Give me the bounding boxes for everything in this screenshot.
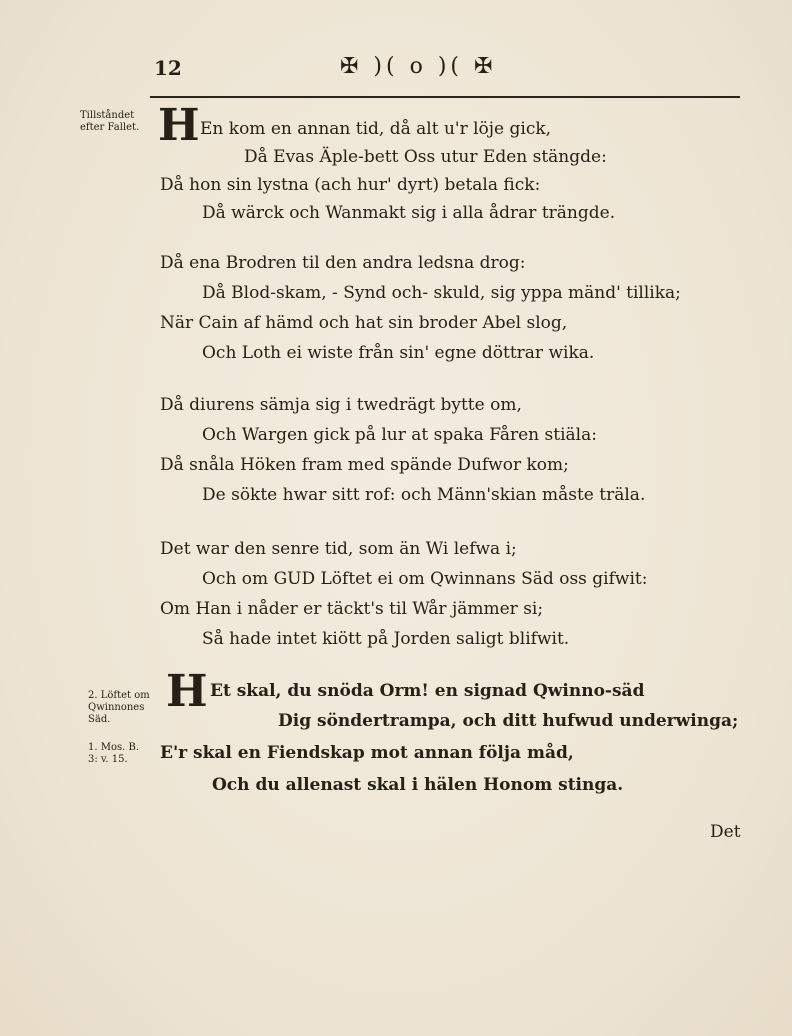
header-ornament: ✠ )( o )( ✠ [340, 54, 497, 79]
verse-line: Dig söndertrampa, och ditt hufwud underwinga; [278, 711, 739, 731]
margin-note-reference: 1. Mos. B. 3: v. 15. [88, 742, 139, 765]
catchword: Det [710, 822, 741, 842]
verse-line: Då snåla Höken fram med spände Dufwor kom; [160, 455, 569, 475]
verse-line: Om Han i nåder er täckt's til Wår jämmer si; [160, 599, 544, 619]
verse-line: Så hade intet kiött på Jorden saligt blifwit. [202, 629, 570, 649]
margin-note-loftet: 2. Löftet om Qwinnones Säd. [88, 690, 150, 725]
drop-cap: H [166, 666, 208, 717]
verse-line: Då Evas Äple-bett Oss utur Eden stängde: [244, 147, 607, 167]
verse-line: Och du allenast skal i hälen Honom stinga. [212, 775, 624, 795]
verse-line: När Cain af hämd och hat sin broder Abel slog, [160, 313, 568, 333]
verse-line: Och Loth ei wiste från sin' egne döttrar wika. [202, 343, 595, 363]
page-header [150, 56, 740, 96]
verse-line: En kom en annan tid, då alt u'r löje gick, [200, 119, 552, 139]
verse-line: Då ena Brodren til den andra ledsna drog: [160, 253, 526, 273]
verse-line: Det war den senre tid, som än Wi lefwa i; [160, 539, 517, 559]
verse-line: Då hon sin lystna (ach hur' dyrt) betala fick: [160, 175, 541, 195]
verse-line: Och om GUD Löftet ei om Qwinnans Säd oss gifwit: [202, 569, 648, 589]
verse-line: Då wärck och Wanmakt sig i alla ådrar trängde. [202, 203, 616, 223]
drop-cap: H [158, 100, 200, 151]
verse-line: De sökte hwar sitt rof: och Männ'skian måste träla. [202, 485, 646, 505]
margin-note-tillstandet: Tillståndet efter Fallet. [80, 110, 140, 133]
verse-line: Et skal, du snöda Orm! en signad Qwinno-säd [210, 681, 645, 701]
header-rule [150, 96, 740, 98]
verse-line: Och Wargen gick på lur at spaka Fåren stiäla: [202, 425, 597, 445]
verse-line: Då diurens sämja sig i twedrägt bytte om, [160, 395, 522, 415]
verse-line: Då Blod-skam, - Synd och- skuld, sig yppa mänd' tillika; [202, 283, 681, 303]
verse-line: E'r skal en Fiendskap mot annan följa måd, [160, 743, 574, 763]
page-number: 12 [154, 56, 182, 80]
